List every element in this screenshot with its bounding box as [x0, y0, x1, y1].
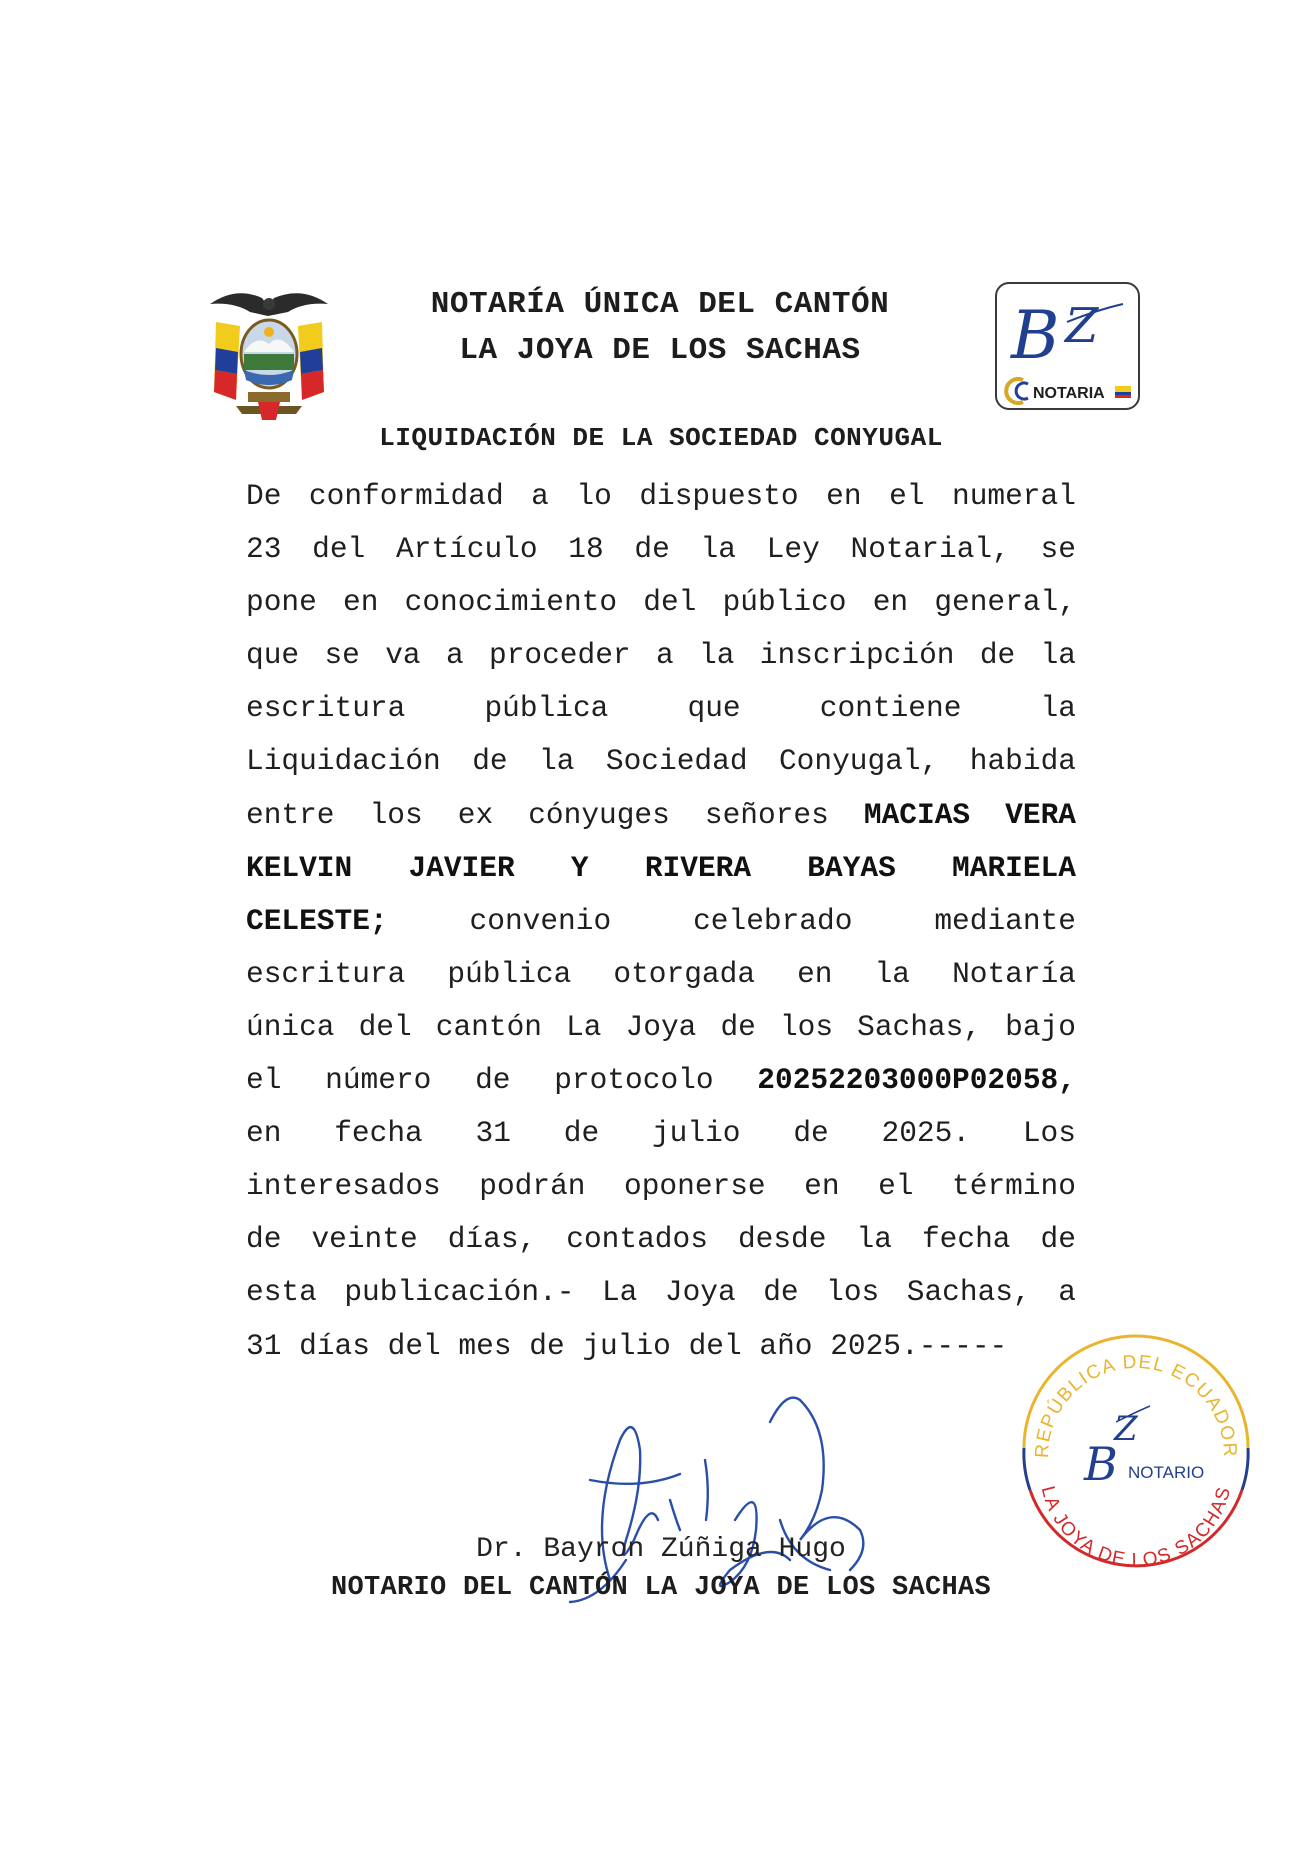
- svg-text:Z: Z: [1065, 298, 1099, 354]
- body-word: Los: [1022, 1116, 1076, 1151]
- body-word: mediante: [934, 903, 1076, 938]
- body-word: La: [601, 1275, 638, 1310]
- body-word: numeral: [952, 479, 1076, 513]
- body-word: Sachas,: [906, 1275, 1031, 1310]
- body-word: única: [246, 1009, 335, 1044]
- body-word: contados: [566, 1222, 708, 1257]
- body-word: de: [246, 1222, 282, 1257]
- body-word: de: [979, 638, 1016, 673]
- body-word: podrán: [479, 1169, 586, 1204]
- body-word: la: [856, 1222, 892, 1257]
- bold-word: BAYAS: [807, 850, 896, 885]
- body-word: escritura: [246, 956, 406, 991]
- seal-top-text: REPÚBLICA DEL ECUADOR: [1031, 1351, 1241, 1459]
- body-word: cantón: [435, 1009, 542, 1044]
- body-line: [246, 895, 1076, 948]
- body-word: esta: [246, 1275, 317, 1310]
- body-word: la: [874, 956, 910, 991]
- body-word: en: [826, 479, 862, 513]
- body-word: a: [531, 479, 549, 513]
- bold-word: MACIAS: [863, 797, 971, 832]
- body-word: 31: [475, 1116, 511, 1151]
- bold-word: RIVERA: [644, 850, 752, 885]
- body-word: desde: [737, 1222, 827, 1257]
- body-word: del: [643, 585, 697, 620]
- body-line: [246, 1320, 1076, 1373]
- bold-word: VERA: [1005, 797, 1076, 832]
- body-word: a: [655, 638, 674, 673]
- body-word: la: [539, 744, 575, 779]
- body-word: días,: [447, 1222, 537, 1257]
- body-line: [246, 948, 1076, 1001]
- body-word: bajo: [1005, 1009, 1076, 1044]
- body-word: Liquidación: [246, 744, 441, 779]
- body-line: [246, 1213, 1076, 1266]
- body-line: [246, 1054, 1076, 1107]
- svg-text:Z: Z: [1114, 1409, 1138, 1449]
- body-word: lo: [576, 479, 612, 513]
- body-word: público: [722, 585, 847, 620]
- body-word: de: [475, 1063, 511, 1098]
- body-word: de: [1040, 1222, 1076, 1257]
- body-line: [246, 1107, 1076, 1160]
- body-word: conocimiento: [404, 585, 618, 620]
- body-word: en: [797, 956, 833, 991]
- body-word: 18: [568, 532, 604, 567]
- body-word: de: [634, 532, 670, 567]
- body-word: en: [804, 1169, 840, 1204]
- body-word: oponerse: [624, 1169, 766, 1204]
- signer-name: Dr. Bayron Zúñiga Hugo: [476, 1534, 846, 1565]
- bold-word: JAVIER: [408, 850, 515, 885]
- document-heading: LIQUIDACIÓN DE LA SOCIEDAD CONYUGAL: [379, 423, 943, 453]
- bold-word: KELVIN: [246, 850, 353, 885]
- body-line: [246, 735, 1076, 788]
- body-word: conformidad: [308, 479, 504, 513]
- body-word: la: [1040, 638, 1076, 673]
- body-word: a: [1058, 1275, 1076, 1310]
- body-word: Artículo: [395, 532, 538, 567]
- body-word: a: [445, 638, 464, 673]
- body-word: la: [700, 532, 736, 567]
- notice-body: [246, 470, 1076, 1373]
- seal-bottom-text: LA JOYA DE LOS SACHAS: [1036, 1483, 1236, 1572]
- body-word: de: [563, 1116, 600, 1151]
- svg-text:LA JOYA DE LOS SACHAS: [1037, 1484, 1236, 1571]
- body-word: julio: [651, 1116, 741, 1151]
- body-word: Sachas,: [857, 1009, 982, 1044]
- body-word: el: [889, 479, 925, 513]
- body-word: los: [369, 797, 423, 832]
- body-word: entre: [246, 797, 335, 832]
- body-word: se: [324, 638, 360, 673]
- body-word: Joya: [664, 1275, 736, 1310]
- body-word: Notarial,: [850, 532, 1010, 567]
- body-word: cónyuges: [528, 797, 670, 832]
- body-word: fecha: [334, 1116, 423, 1151]
- body-word: el: [878, 1169, 914, 1204]
- body-line: [246, 1266, 1076, 1319]
- body-word: en: [343, 585, 379, 620]
- body-line: [246, 629, 1076, 682]
- bold-word: MARIELA: [952, 850, 1076, 885]
- bold-word: Y: [570, 850, 589, 885]
- body-word: de: [793, 1116, 829, 1151]
- body-word: La: [566, 1009, 602, 1044]
- body-word: de: [763, 1275, 799, 1310]
- body-line: [246, 523, 1076, 576]
- body-word: convenio: [469, 903, 612, 938]
- body-line: [246, 682, 1076, 735]
- body-word: protocolo: [554, 1063, 714, 1098]
- body-line: [246, 842, 1076, 895]
- body-word: dispuesto: [639, 479, 799, 513]
- body-word: habida: [969, 744, 1076, 779]
- body-word: que: [687, 691, 741, 726]
- body-word: escritura: [246, 691, 406, 726]
- notary-office-title: [330, 282, 990, 374]
- body-word: Notaría: [952, 956, 1076, 991]
- body-line: [246, 470, 1076, 523]
- body-word: el: [246, 1063, 282, 1098]
- body-word: en: [246, 1116, 282, 1151]
- body-word: Ley: [766, 532, 820, 567]
- body-word: número: [325, 1063, 432, 1098]
- body-word: publicación.-: [344, 1275, 575, 1310]
- seal-center-label: NOTARIO: [1128, 1463, 1205, 1482]
- body-word: término: [952, 1169, 1076, 1204]
- body-word: 2025.: [881, 1116, 971, 1151]
- notary-seal: [1010, 1330, 1262, 1582]
- body-word: se: [1040, 532, 1076, 567]
- body-word: general,: [934, 585, 1076, 620]
- body-line: [246, 1001, 1076, 1054]
- signer-title: NOTARIO DEL CANTÓN LA JOYA DE LOS SACHAS: [330, 1573, 992, 1603]
- body-word: interesados: [246, 1169, 441, 1204]
- body-word: Sociedad: [605, 744, 748, 779]
- body-line: [246, 1160, 1076, 1213]
- body-word: 31 días del mes de julio del año 2025.-----: [246, 1328, 1008, 1363]
- body-word: fecha: [921, 1222, 1011, 1257]
- body-word: los: [826, 1275, 880, 1310]
- body-word: inscripción: [759, 638, 955, 673]
- body-word: que: [246, 638, 300, 673]
- body-word: Conyugal,: [778, 744, 939, 779]
- body-word: pública: [447, 956, 572, 991]
- ecuador-coat-of-arms: [206, 282, 332, 422]
- title-line-1: NOTARÍA ÚNICA DEL CANTÓN: [430, 287, 890, 322]
- body-word: veinte: [311, 1222, 418, 1257]
- body-word: Joya: [625, 1009, 697, 1044]
- body-word: señores: [704, 797, 829, 832]
- body-word: la: [699, 638, 735, 673]
- body-word: 23: [246, 532, 282, 567]
- body-word: va: [385, 638, 421, 673]
- body-word: otorgada: [613, 956, 756, 991]
- body-word: la: [1040, 691, 1076, 726]
- body-word: De: [246, 479, 282, 513]
- body-word: pone: [246, 585, 317, 620]
- body-word: en: [872, 585, 909, 620]
- body-word: de: [720, 1009, 756, 1044]
- body-word: ex: [457, 797, 494, 832]
- notary-logo-label: NOTARIA: [1033, 385, 1105, 402]
- bold-word: 20252203000P02058,: [757, 1063, 1076, 1098]
- body-line: [246, 789, 1076, 842]
- body-word: celebrado: [693, 903, 853, 938]
- svg-text:B: B: [1084, 1437, 1118, 1491]
- body-word: los: [779, 1009, 834, 1044]
- notary-logo: [995, 282, 1140, 410]
- body-word: proceder: [489, 638, 631, 673]
- body-word: del: [358, 1009, 412, 1044]
- body-word: contiene: [819, 691, 962, 726]
- title-line-2: LA JOYA DE LOS SACHAS: [459, 333, 861, 368]
- body-word: de: [472, 744, 508, 779]
- svg-text:B: B: [1011, 297, 1060, 374]
- body-line: [246, 576, 1076, 629]
- body-word: del: [312, 532, 366, 567]
- bold-word: CELESTE;: [246, 903, 388, 938]
- body-word: pública: [484, 691, 609, 726]
